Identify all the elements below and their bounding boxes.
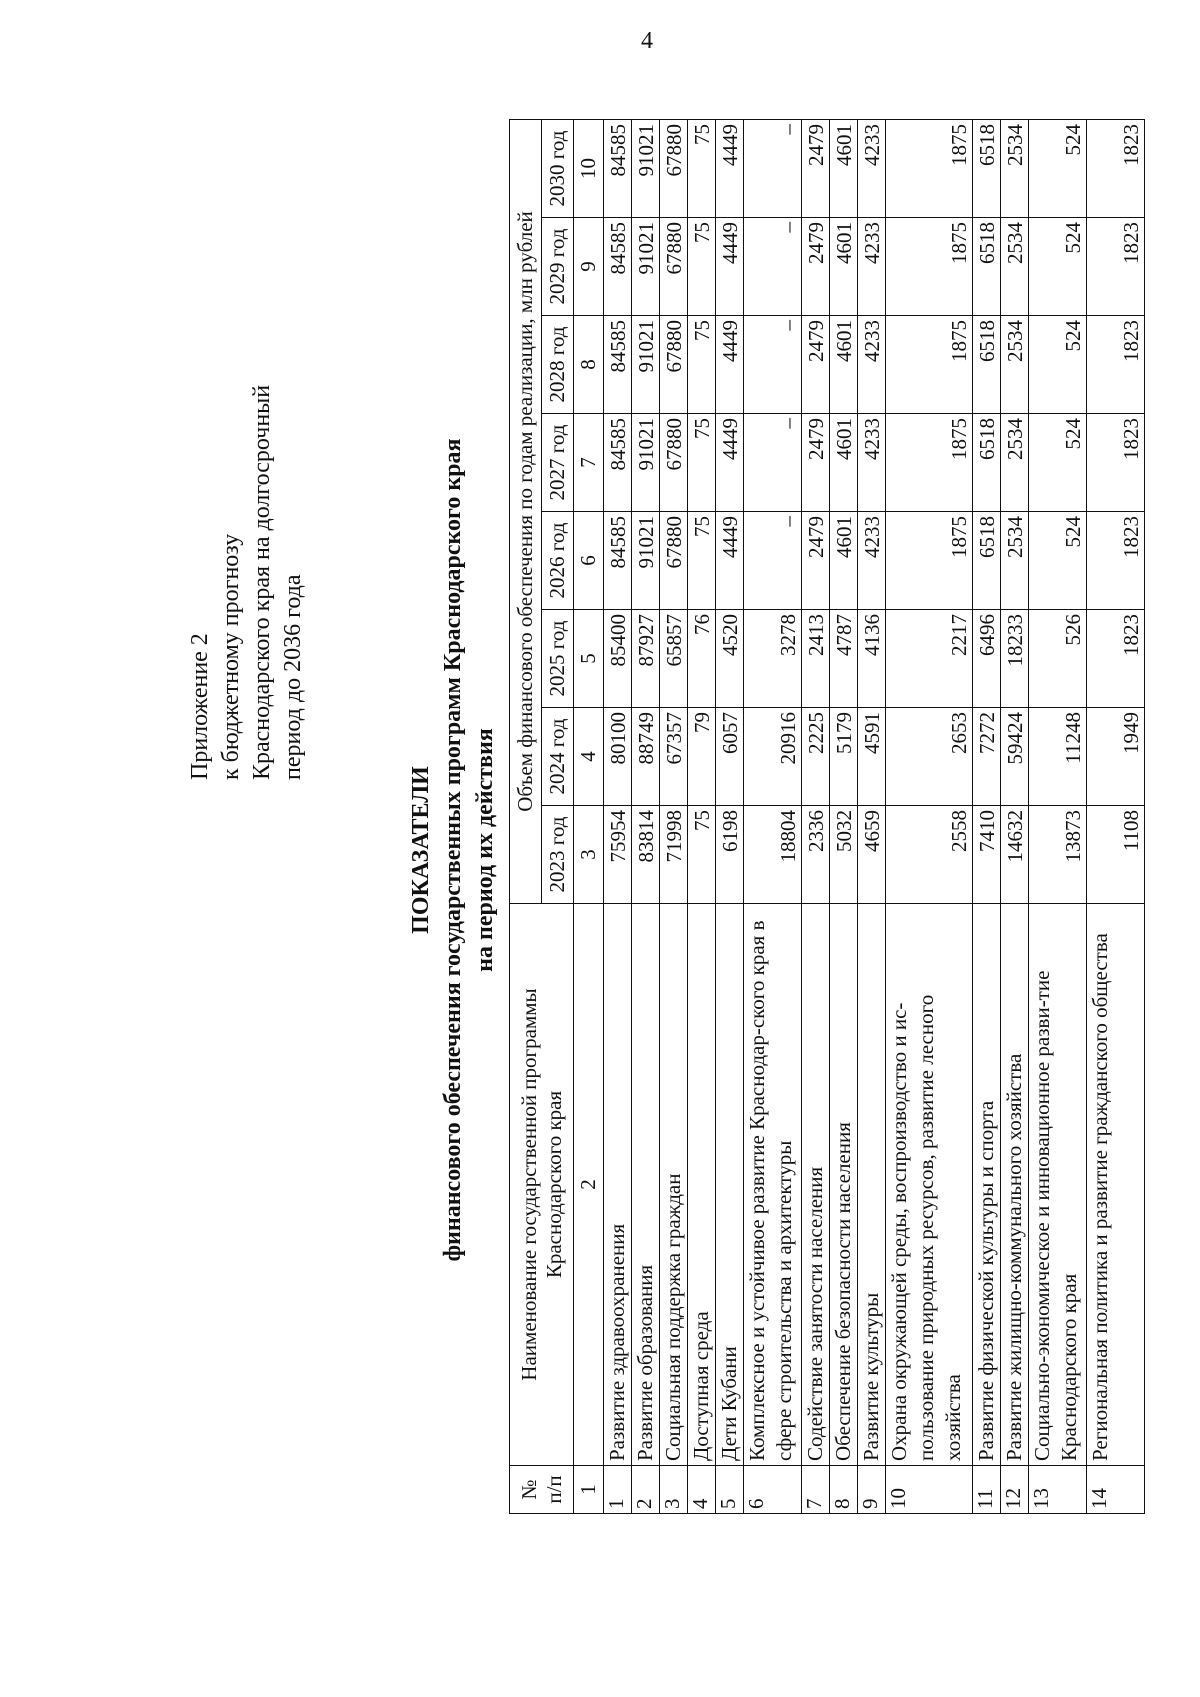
value-cell: 524 — [1029, 119, 1087, 217]
value-cell: 6198 — [716, 806, 744, 904]
appendix-line: к бюджетному прогнозу — [218, 533, 244, 780]
value-cell: 2479 — [802, 218, 830, 316]
value-cell: 6518 — [973, 512, 1001, 610]
program-name: Доступная среда — [688, 904, 716, 1466]
page-number: 4 — [641, 28, 653, 54]
column-index: 4 — [574, 708, 604, 806]
row-number: 7 — [802, 1466, 830, 1514]
value-cell: 84585 — [604, 316, 632, 414]
header-year: 2025 год — [542, 610, 574, 708]
table-row — [744, 119, 802, 1513]
appendix-line: Приложение 2 — [187, 633, 213, 780]
appendix-line: Краснодарского края на долгосрочный — [249, 384, 275, 780]
row-number: 8 — [830, 1466, 858, 1514]
value-cell: 80100 — [604, 708, 632, 806]
program-name: Региональная политика и развитие гражданского общества — [1087, 904, 1145, 1466]
column-index-row — [574, 119, 604, 1513]
program-name: Развитие культуры — [858, 904, 886, 1466]
column-index: 2 — [574, 904, 604, 1466]
value-cell: 18804 — [744, 806, 802, 904]
value-cell: 4591 — [858, 708, 886, 806]
value-cell: 91021 — [632, 316, 660, 414]
value-cell: 65857 — [660, 610, 688, 708]
program-name: Развитие физической культуры и спорта — [973, 904, 1001, 1466]
row-number: 11 — [973, 1466, 1001, 1514]
value-cell: 6518 — [973, 414, 1001, 512]
value-cell: 88749 — [632, 708, 660, 806]
value-cell: 84585 — [604, 119, 632, 217]
value-cell: 75 — [688, 414, 716, 512]
value-cell: 4449 — [716, 218, 744, 316]
value-cell: 2217 — [886, 610, 973, 708]
value-cell: 67357 — [660, 708, 688, 806]
value-cell: 67880 — [660, 414, 688, 512]
value-cell: 59424 — [1001, 708, 1029, 806]
row-number: 4 — [688, 1466, 716, 1514]
value-cell: – — [744, 119, 802, 217]
heading-title: ПОКАЗАТЕЛИ — [408, 766, 434, 934]
column-index: 3 — [574, 806, 604, 904]
value-cell: 2225 — [802, 708, 830, 806]
value-cell: 75 — [688, 119, 716, 217]
value-cell: 4449 — [716, 119, 744, 217]
value-cell: 6518 — [973, 218, 1001, 316]
value-cell: 7272 — [973, 708, 1001, 806]
program-name: Содействие занятости населения — [802, 904, 830, 1466]
value-cell: 71998 — [660, 806, 688, 904]
value-cell: 4449 — [716, 414, 744, 512]
value-cell: 2653 — [886, 708, 973, 806]
value-cell: 75 — [688, 806, 716, 904]
column-index: 5 — [574, 610, 604, 708]
value-cell: 84585 — [604, 414, 632, 512]
value-cell: 4233 — [858, 316, 886, 414]
value-cell: 67880 — [660, 316, 688, 414]
value-cell: 75 — [688, 316, 716, 414]
value-cell: 18233 — [1001, 610, 1029, 708]
table-row — [858, 119, 886, 1513]
header-year: 2024 год — [542, 708, 574, 806]
value-cell: 2534 — [1001, 316, 1029, 414]
value-cell: 1875 — [886, 512, 973, 610]
value-cell: 20916 — [744, 708, 802, 806]
value-cell: 83814 — [632, 806, 660, 904]
heading-period: на период их действия — [472, 728, 498, 972]
header-volume: Объем финансового обеспечения по годам реализации, млн рублей — [510, 119, 542, 903]
value-cell: 1823 — [1087, 316, 1145, 414]
value-cell: 524 — [1029, 414, 1087, 512]
value-cell: 4233 — [858, 512, 886, 610]
value-cell: 91021 — [632, 119, 660, 217]
value-cell: 3278 — [744, 610, 802, 708]
value-cell: 91021 — [632, 414, 660, 512]
row-number: 10 — [886, 1466, 973, 1514]
value-cell: 79 — [688, 708, 716, 806]
value-cell: 1823 — [1087, 218, 1145, 316]
value-cell: 67880 — [660, 512, 688, 610]
value-cell: 4233 — [858, 119, 886, 217]
value-cell: 75954 — [604, 806, 632, 904]
value-cell: 4601 — [830, 512, 858, 610]
value-cell: 1949 — [1087, 708, 1145, 806]
value-cell: 1875 — [886, 316, 973, 414]
value-cell: 4659 — [858, 806, 886, 904]
value-cell: 1823 — [1087, 610, 1145, 708]
value-cell: 2479 — [802, 316, 830, 414]
value-cell: 4601 — [830, 218, 858, 316]
program-name: Социальная поддержка граждан — [660, 904, 688, 1466]
table-row — [886, 119, 973, 1513]
row-number: 13 — [1029, 1466, 1087, 1514]
value-cell: 13873 — [1029, 806, 1087, 904]
table-row — [973, 119, 1001, 1513]
document-heading — [405, 90, 501, 1610]
value-cell: 76 — [688, 610, 716, 708]
value-cell: 1108 — [1087, 806, 1145, 904]
value-cell: 2534 — [1001, 512, 1029, 610]
table-row — [1087, 119, 1145, 1513]
value-cell: 4136 — [858, 610, 886, 708]
table-row — [660, 119, 688, 1513]
value-cell: 4520 — [716, 610, 744, 708]
value-cell: 11248 — [1029, 708, 1087, 806]
row-number: 3 — [660, 1466, 688, 1514]
row-number: 9 — [858, 1466, 886, 1514]
program-name: Обеспечение безопасности населения — [830, 904, 858, 1466]
value-cell: 1875 — [886, 218, 973, 316]
value-cell: 4787 — [830, 610, 858, 708]
row-number: 1 — [604, 1466, 632, 1514]
value-cell: 2413 — [802, 610, 830, 708]
appendix-note — [185, 385, 309, 780]
row-number: 12 — [1001, 1466, 1029, 1514]
header-year: 2029 год — [542, 218, 574, 316]
value-cell: 4449 — [716, 512, 744, 610]
value-cell: 91021 — [632, 218, 660, 316]
value-cell: 526 — [1029, 610, 1087, 708]
table-row — [632, 119, 660, 1513]
value-cell: 2534 — [1001, 414, 1029, 512]
value-cell: 2534 — [1001, 218, 1029, 316]
header-year: 2027 год — [542, 414, 574, 512]
row-number: 2 — [632, 1466, 660, 1514]
column-index: 1 — [574, 1466, 604, 1514]
value-cell: 87927 — [632, 610, 660, 708]
value-cell: 4233 — [858, 218, 886, 316]
value-cell: 524 — [1029, 316, 1087, 414]
value-cell: 67880 — [660, 218, 688, 316]
value-cell: 2479 — [802, 512, 830, 610]
header-number: № п/п — [510, 1466, 574, 1514]
value-cell: 1875 — [886, 119, 973, 217]
header-year: 2030 год — [542, 119, 574, 217]
table-row — [1029, 119, 1087, 1513]
value-cell: 6057 — [716, 708, 744, 806]
value-cell: 5179 — [830, 708, 858, 806]
program-name: Развитие жилищно-коммунального хозяйства — [1001, 904, 1029, 1466]
table-row — [830, 119, 858, 1513]
row-number: 5 — [716, 1466, 744, 1514]
value-cell: 2534 — [1001, 119, 1029, 217]
value-cell: – — [744, 218, 802, 316]
value-cell: 4233 — [858, 414, 886, 512]
program-name: Охрана окружающей среды, воспроизводство и ис-пользование природных ресурсов, развитие лесного хозяйства — [886, 904, 973, 1466]
value-cell: 91021 — [632, 512, 660, 610]
value-cell: 2479 — [802, 119, 830, 217]
financing-table — [509, 119, 1145, 1514]
value-cell: 1823 — [1087, 512, 1145, 610]
header-year: 2026 год — [542, 512, 574, 610]
column-index: 9 — [574, 218, 604, 316]
value-cell: 1875 — [886, 414, 973, 512]
value-cell: 4449 — [716, 316, 744, 414]
value-cell: 2558 — [886, 806, 973, 904]
value-cell: 75 — [688, 512, 716, 610]
row-number: 14 — [1087, 1466, 1145, 1514]
table-row — [716, 119, 744, 1513]
value-cell: 1823 — [1087, 414, 1145, 512]
value-cell: 524 — [1029, 218, 1087, 316]
column-index: 7 — [574, 414, 604, 512]
value-cell: 7410 — [973, 806, 1001, 904]
column-index: 8 — [574, 316, 604, 414]
value-cell: 84585 — [604, 218, 632, 316]
table-row — [604, 119, 632, 1513]
value-cell: – — [744, 414, 802, 512]
value-cell: 2336 — [802, 806, 830, 904]
value-cell: 2479 — [802, 414, 830, 512]
value-cell: 6496 — [973, 610, 1001, 708]
program-name: Дети Кубани — [716, 904, 744, 1466]
value-cell: 6518 — [973, 316, 1001, 414]
program-name: Развитие здравоохранения — [604, 904, 632, 1466]
appendix-line: период до 2036 года — [280, 574, 306, 780]
value-cell: – — [744, 316, 802, 414]
value-cell: 4601 — [830, 119, 858, 217]
table-row — [802, 119, 830, 1513]
program-name: Социально-экономическое и инновационное разви-тие Краснодарского края — [1029, 904, 1087, 1466]
program-name: Комплексное и устойчивое развитие Краснодар-ского края в сфере строительства и архитектуры — [744, 904, 802, 1466]
value-cell: 4601 — [830, 316, 858, 414]
value-cell: 75 — [688, 218, 716, 316]
table-row — [1001, 119, 1029, 1513]
value-cell: 524 — [1029, 512, 1087, 610]
header-year: 2028 год — [542, 316, 574, 414]
value-cell: 84585 — [604, 512, 632, 610]
value-cell: 6518 — [973, 119, 1001, 217]
value-cell: – — [744, 512, 802, 610]
value-cell: 14632 — [1001, 806, 1029, 904]
rotated-page-content — [75, 90, 1155, 1610]
value-cell: 4601 — [830, 414, 858, 512]
row-number: 6 — [744, 1466, 802, 1514]
header-program-name: Наименование государственной программы Краснодарского края — [510, 904, 574, 1466]
value-cell: 1823 — [1087, 119, 1145, 217]
value-cell: 5032 — [830, 806, 858, 904]
column-index: 6 — [574, 512, 604, 610]
header-year: 2023 год — [542, 806, 574, 904]
column-index: 10 — [574, 119, 604, 217]
value-cell: 67880 — [660, 119, 688, 217]
value-cell: 85400 — [604, 610, 632, 708]
table-row — [688, 119, 716, 1513]
heading-subtitle: финансового обеспечения государственных программ Краснодарского края — [440, 438, 466, 1262]
program-name: Развитие образования — [632, 904, 660, 1466]
